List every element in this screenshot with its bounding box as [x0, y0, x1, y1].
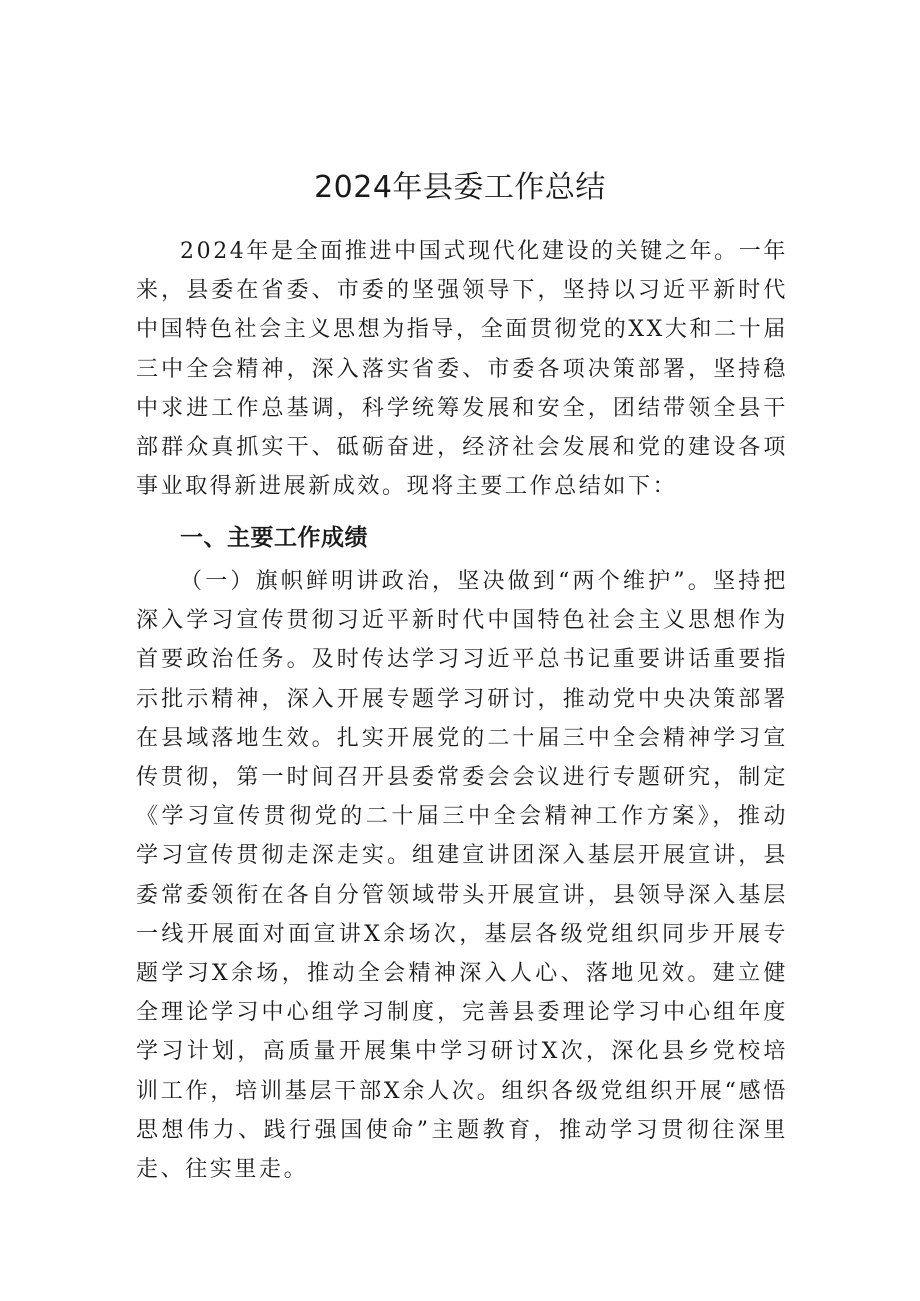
document-title: 2024年县委工作总结: [314, 170, 606, 205]
intro-paragraph: 2024年是全面推进中国式现代化建设的关键之年。一年来，县委在省委、市委的坚强领导下，坚持以习近平新时代中国特色社会主义思想为指导，全面贯彻党的XX大和二十届三中全会精神，深入落实省委、市委各项决策部署，坚持稳中求进工作总基调，科学统筹发展和安全，团结带领全县干部群众真抓实干、砥砺奋进，经济社会发展和党的建设各项事业取得新进展新成效。现将主要工作总结如下：: [136, 239, 788, 500]
section-heading: 一、主要工作成绩: [180, 525, 368, 551]
subsection-paragraph: （一）旗帜鲜明讲政治，坚决做到“两个维护”。坚持把深入学习宣传贯彻习近平新时代中国特色社会主义思想作为首要政治任务。及时传达学习习近平总书记重要讲话重要指示批示精神，深入开展专题学习研讨，推动党中央决策部署在县域落地生效。扎实开展党的二十届三中全会精神学习宣传贯彻，第一时间召开县委常委会会议进行专题研究，制定《学习宣传贯彻党的二十届三中全会精神工作方案》，推动学习宣传贯彻走深走实。组建宣讲团深入基层开展宣讲，县委常委领衔在各自分管领域带头开展宣讲，县领导深入基层一线开展面对面宣讲X余场次，基层各级党组织同步开展专题学习X余场，推动全会精神深入人心、落地见效。建立健全理论学习中心组学习制度，完善县委理论学习中心组年度学习计划，高质量开展集中学习研讨X次，深化县乡党校培训工作，培训基层干部X余人次。组织各级党组织开展“感悟思想伟力、践行强国使命”主题教育，推动学习贯彻往深里走、往实里走。: [136, 569, 788, 1183]
